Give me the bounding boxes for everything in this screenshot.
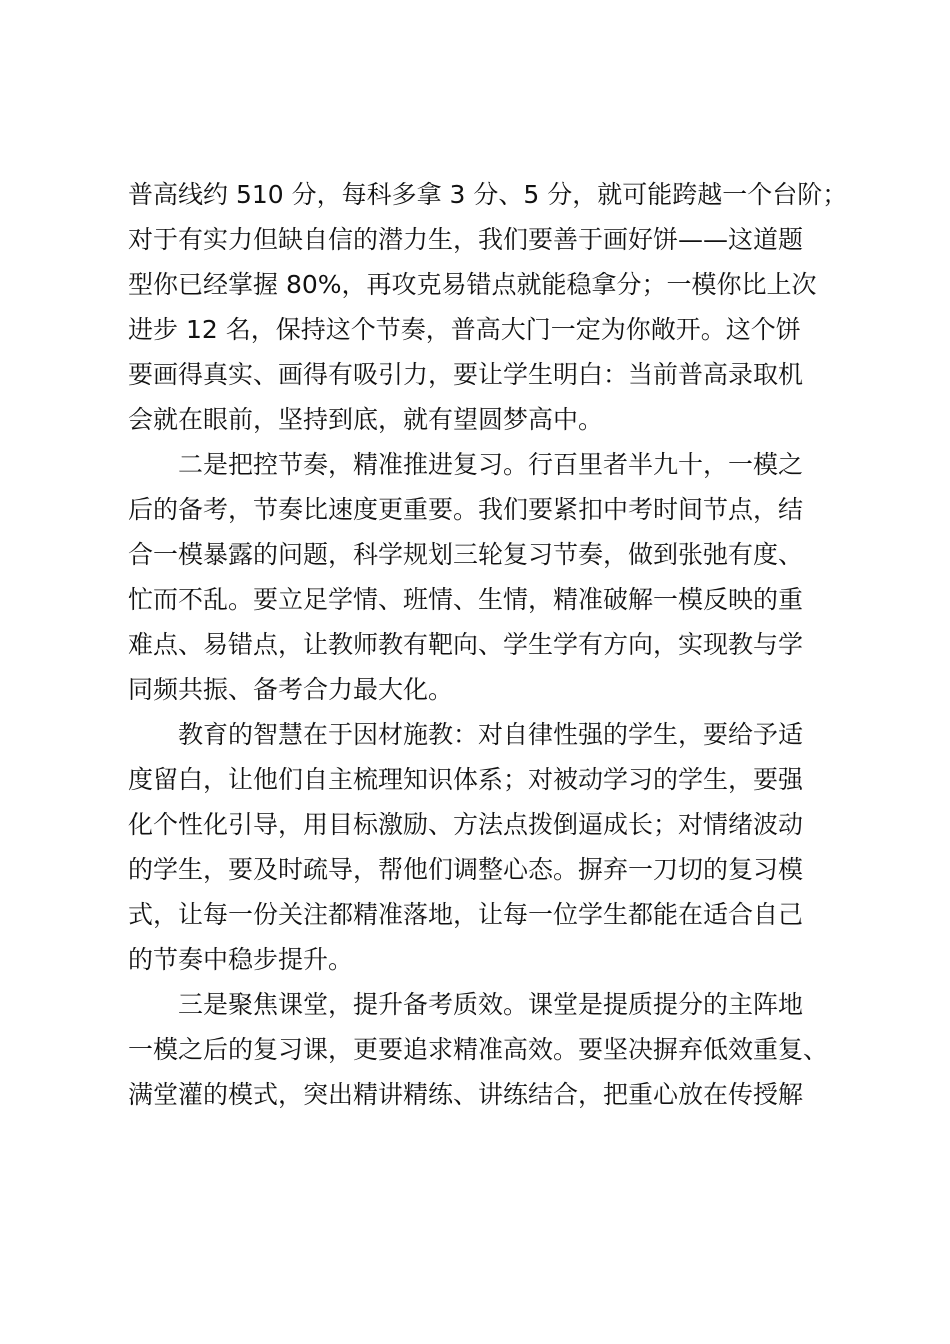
text-line: 度留白，让他们自主梳理知识体系；对被动学习的学生，要强 — [128, 765, 804, 794]
text-line: 后的备考，节奏比速度更重要。我们要紧扣中考时间节点，结 — [128, 495, 804, 524]
text-line: 三是聚焦课堂，提升备考质效。课堂是提质提分的主阵地 — [178, 990, 804, 1019]
paragraph-4 — [128, 982, 848, 1117]
paragraph-1 — [128, 172, 848, 442]
text-line: 同频共振、备考合力最大化。 — [128, 675, 454, 704]
document-body — [128, 172, 848, 1117]
text-line: 式，让每一份关注都精准落地，让每一位学生都能在适合自己 — [128, 900, 804, 929]
text-line: 的学生，要及时疏导，帮他们调整心态。摒弃一刀切的复习模 — [128, 855, 804, 884]
text-line: 难点、易错点，让教师教有靶向、学生学有方向，实现教与学 — [128, 630, 804, 659]
text-line: 满堂灌的模式，突出精讲精练、讲练结合，把重心放在传授解 — [128, 1080, 804, 1109]
text-line: 会就在眼前，坚持到底，就有望圆梦高中。 — [128, 405, 604, 434]
text-line: 的节奏中稳步提升。 — [128, 945, 354, 974]
text-line: 对于有实力但缺自信的潜力生，我们要善于画好饼——这道题 — [128, 225, 804, 254]
paragraph-2 — [128, 442, 848, 712]
text-line: 普高线约 510 分，每科多拿 3 分、5 分，就可能跨越一个台阶； — [128, 180, 848, 209]
text-line: 要画得真实、画得有吸引力，要让学生明白：当前普高录取机 — [128, 360, 804, 389]
text-line: 合一模暴露的问题，科学规划三轮复习节奏，做到张弛有度、 — [128, 540, 804, 569]
text-line: 进步 12 名，保持这个节奏，普高大门一定为你敞开。这个饼 — [128, 315, 801, 344]
paragraph-3 — [128, 712, 848, 982]
text-line: 化个性化引导，用目标激励、方法点拨倒逼成长；对情绪波动 — [128, 810, 804, 839]
text-line: 一模之后的复习课，更要追求精准高效。要坚决摒弃低效重复、 — [128, 1035, 829, 1064]
text-line: 教育的智慧在于因材施教：对自律性强的学生，要给予适 — [178, 720, 804, 749]
text-line: 型你已经掌握 80%，再攻克易错点就能稳拿分；一模你比上次 — [128, 270, 817, 299]
text-line: 忙而不乱。要立足学情、班情、生情，精准破解一模反映的重 — [128, 585, 804, 614]
text-line: 二是把控节奏，精准推进复习。行百里者半九十，一模之 — [178, 450, 804, 479]
